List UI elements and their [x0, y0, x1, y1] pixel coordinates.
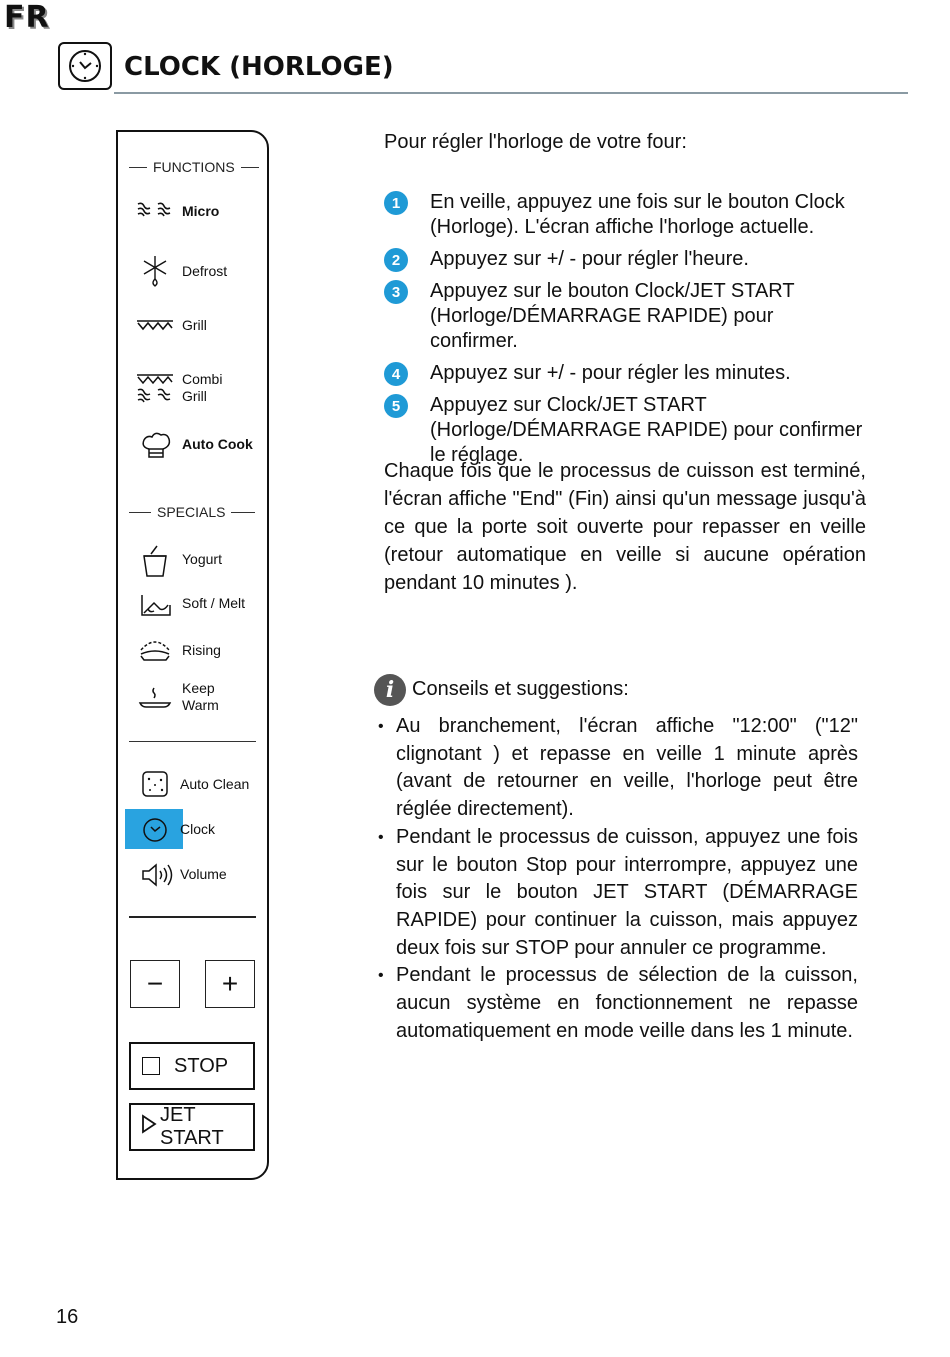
chef-hat-icon — [140, 429, 172, 461]
step-text: Appuyez sur Clock/JET START (Horloge/DÉMARRAGE RAPIDE) pour confirmer le réglage. — [430, 394, 863, 466]
step-item — [384, 279, 866, 354]
step-number: 3 — [384, 280, 408, 304]
play-icon — [141, 1114, 157, 1140]
language-label: FR — [4, 0, 50, 35]
keep-warm-line1: Keep — [182, 680, 215, 696]
combi-label-line2: Grill — [182, 388, 207, 404]
step-text: Appuyez sur +/ - pour régler l'heure. — [430, 248, 749, 270]
auto-clean-icon — [141, 770, 169, 798]
microwave-waves-icon — [136, 200, 174, 220]
page-title: CLOCK (HORLOGE) — [124, 52, 394, 82]
step-text: Appuyez sur le bouton Clock/JET START (Horloge/DÉMARRAGE RAPIDE) pour confirmer. — [430, 280, 795, 352]
functions-heading: FUNCTIONS — [129, 159, 259, 175]
step-item — [384, 247, 866, 272]
jet-start-button[interactable] — [129, 1103, 255, 1151]
tips-list — [378, 713, 858, 1045]
plus-button[interactable] — [205, 960, 255, 1008]
stop-button[interactable] — [129, 1042, 255, 1090]
keep-warm-icon — [138, 686, 172, 710]
setting-auto-clean[interactable]: Auto Clean — [180, 776, 250, 792]
combi-grill-icon — [136, 372, 174, 406]
step-text: Appuyez sur +/ - pour régler les minutes. — [430, 362, 791, 384]
page-number: 16 — [56, 1306, 79, 1328]
info-icon: i — [374, 674, 406, 706]
rising-dough-icon — [138, 638, 172, 662]
title-divider — [114, 92, 908, 94]
grill-icon — [136, 318, 174, 332]
tip-item: • Au branchement, l'écran affiche "12:00" ("12" clignotant ) et repasse en veille 1 minute après (avant de retourner en veille, l'horloge peut être réglée directement). — [378, 713, 858, 824]
combi-label-line1: Combi — [182, 371, 223, 387]
end-message-paragraph: Chaque fois que le processus de cuisson est terminé, l'écran affiche "End" (Fin) ainsi qu'un message jusqu'à ce que la porte soit ouverte pour repasser en veille (retour automatique en veille si aucune opération pendant 10 minutes ). — [384, 460, 866, 594]
clock-icon — [141, 816, 169, 844]
special-rising[interactable]: Rising — [182, 642, 221, 658]
minus-label: − — [146, 968, 164, 999]
stop-square-icon — [142, 1057, 160, 1075]
function-grill[interactable]: Grill — [182, 317, 207, 333]
jet-start-label: JET START — [160, 1104, 224, 1149]
stop-label: STOP — [174, 1054, 229, 1077]
step-number: 2 — [384, 248, 408, 272]
step-number: 1 — [384, 191, 408, 215]
step-item — [384, 361, 866, 386]
plus-label: + — [221, 968, 239, 999]
step-number: 5 — [384, 394, 408, 418]
special-yogurt[interactable]: Yogurt — [182, 551, 222, 567]
setting-clock[interactable]: Clock — [180, 821, 216, 837]
step-number: 4 — [384, 362, 408, 386]
panel-divider — [129, 741, 256, 742]
clock-icon — [58, 42, 112, 90]
function-micro[interactable]: Micro — [182, 203, 220, 219]
special-keep-warm[interactable] — [182, 680, 219, 714]
intro-text: Pour régler l'horloge de votre four: — [384, 131, 687, 153]
speaker-icon — [141, 862, 173, 888]
yogurt-icon — [141, 544, 169, 578]
minus-button[interactable] — [130, 960, 180, 1008]
snowflake-icon — [140, 255, 170, 287]
special-soft-melt[interactable]: Soft / Melt — [182, 595, 246, 611]
keep-warm-line2: Warm — [182, 697, 219, 713]
tips-title: Conseils et suggestions: — [412, 678, 629, 700]
specials-heading: SPECIALS — [129, 504, 255, 520]
function-auto-cook[interactable]: Auto Cook — [182, 436, 253, 452]
tip-item: • Pendant le processus de sélection de la cuisson, aucun système en fonctionnement ne repasse automatiquement en mode veille dans les 1 minute. — [378, 962, 858, 1045]
melt-icon — [140, 591, 172, 617]
steps-list — [384, 190, 866, 475]
function-defrost[interactable]: Defrost — [182, 263, 228, 279]
step-text: En veille, appuyez une fois sur le bouton Clock (Horloge). L'écran affiche l'horloge actuelle. — [430, 191, 845, 238]
step-item — [384, 190, 866, 240]
setting-volume[interactable]: Volume — [180, 866, 227, 882]
panel-divider-bottom — [129, 916, 256, 918]
tip-item: • Pendant le processus de cuisson, appuyez une fois sur le bouton Stop pour interrompre, appuyez une fois sur le bouton JET START (DÉMARRAGE RAPIDE) pour continuer la cuisson, mais appuyez deux fois sur STOP pour annuler ce programme. — [378, 824, 858, 963]
function-combi-grill[interactable] — [182, 371, 222, 405]
